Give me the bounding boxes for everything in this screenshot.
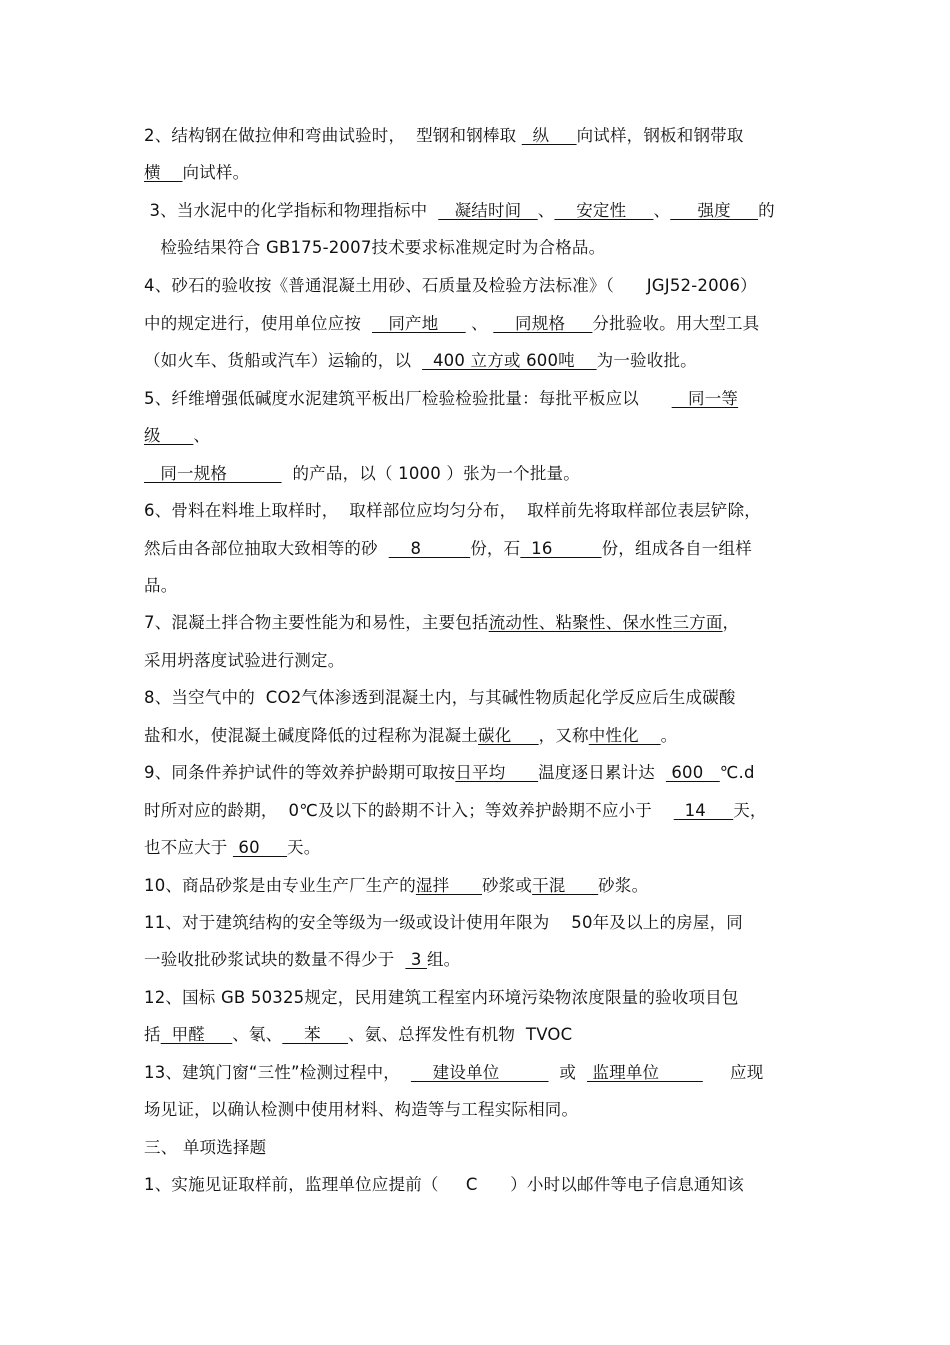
answer-blank: 干混	[532, 876, 599, 895]
answer-blank: 纵	[521, 126, 577, 145]
answer-blank: 粘聚性、	[555, 613, 623, 632]
answer-blank: 湿拌	[415, 876, 482, 895]
answer-blank: 强度	[670, 201, 759, 220]
q4-line-1: 4、砂石的验收按《普通混凝土用砂、石质量及检验方法标准》（ JGJ52-2006）	[144, 276, 757, 295]
q3-line-2: 检验结果符合 GB175-2007技术要求标准规定时为合格品。	[144, 238, 606, 257]
q13-line-1: 13、建筑门窗“三性”检测过程中， 建设单位 或 监理单位 应现	[144, 1063, 764, 1082]
section-heading: 三、 单项选择题	[144, 1138, 267, 1157]
answer-blank: 同产地	[372, 314, 466, 333]
answer-blank: 凝结时间	[438, 201, 538, 220]
answer-blank: 3	[405, 950, 427, 969]
q12-line-2: 括 甲醛 、氡、 苯 、氨、总挥发性有机物 TVOC	[144, 1025, 573, 1044]
q5-line-1: 5、纤维增强低碱度水泥建筑平板出厂检验检验批量：每批平板应以 同一等	[144, 389, 739, 408]
answer-blank: 监理单位	[586, 1063, 703, 1082]
answer-blank: 安定性	[554, 201, 654, 220]
answer-blank: 甲醛	[160, 1025, 233, 1044]
choice-q1-line-1: 1、实施见证取样前，监理单位应提前（ C ）小时以邮件等电子信息通知该	[144, 1175, 745, 1194]
q6-line-2: 然后由各部位抽取大致相等的砂 8 份，石 16 份，组成各自一组样	[144, 539, 752, 558]
answer-blank: 级	[144, 426, 194, 445]
q12-line-1: 12、国标 GB 50325规定，民用建筑工程室内环境污染物浓度限量的验收项目包	[144, 988, 739, 1007]
answer-blank: 600	[665, 763, 720, 782]
answer-blank: 同一等	[671, 389, 739, 408]
answer-blank: 同规格	[493, 314, 593, 333]
answer-blank: 保水性	[622, 613, 673, 632]
answer-blank: 14	[673, 801, 734, 820]
q13-line-2: 场见证，以确认检测中使用材料、构造等与工程实际相同。	[144, 1100, 579, 1119]
q9-line-1: 9、同条件养护试件的等效养护龄期可取按日平均 温度逐日累计达 600 ℃.d	[144, 763, 755, 782]
q10-line-1: 10、商品砂浆是由专业生产厂生产的湿拌 砂浆或干混 砂浆。	[144, 876, 649, 895]
q4-line-2: 中的规定进行，使用单位应按 同产地 、 同规格 分批验收。用大型工具	[144, 314, 760, 333]
answer-blank: 三方面	[672, 613, 723, 632]
answer-blank: 日平均	[455, 763, 539, 782]
q9-line-3: 也不应大于 60 天。	[144, 838, 321, 857]
answer-blank: 8	[388, 539, 471, 558]
q3-line-1: 3、当水泥中的化学指标和物理指标中 凝结时间 、 安定性 、 强度 的	[144, 201, 775, 220]
q6-line-1: 6、骨料在料堆上取样时， 取样部位应均匀分布， 取样前先将取样部位表层铲除，	[144, 501, 761, 520]
answer-blank: 16	[520, 539, 602, 558]
q11-line-1: 11、对于建筑结构的安全等级为一级或设计使用年限为 50年及以上的房屋，同	[144, 913, 743, 932]
q11-line-2: 一验收批砂浆试块的数量不得少于 3 组。	[144, 950, 461, 969]
answer-blank: 横	[144, 163, 183, 182]
answer-blank: 建设单位	[410, 1063, 549, 1082]
answer-blank: 碳化	[478, 726, 539, 745]
q7-line-1: 7、混凝土拌合物主要性能为和易性，主要包括流动性、粘聚性、保水性三方面，	[144, 613, 740, 632]
answer-blank: 60	[232, 838, 288, 857]
answer-blank: 苯	[282, 1025, 349, 1044]
q5-line-3: 同一规格 的产品，以（ 1000 ）张为一个批量。	[144, 464, 580, 483]
answer-blank: 流动性、	[488, 613, 556, 632]
q2-line-1: 2、结构钢在做拉伸和弯曲试验时， 型钢和钢棒取 纵 向试样，钢板和钢带取	[144, 126, 744, 145]
answer-blank: 400 立方或 600吨	[422, 351, 597, 370]
q2-line-2: 横 向试样。	[144, 163, 250, 182]
q8-line-2: 盐和水，使混凝土碱度降低的过程称为混凝土碳化 ，又称中性化 。	[144, 726, 678, 745]
q4-line-3: （如火车、货船或汽车）运输的，以 400 立方或 600吨 为一验收批。	[144, 351, 697, 370]
q9-line-2: 时所对应的龄期， 0℃及以下的龄期不计入；等效养护龄期不应小于 14 天，	[144, 801, 767, 820]
answer-blank: 同一规格	[144, 464, 282, 483]
answer-blank: 中性化	[588, 726, 661, 745]
q6-line-3: 品。	[144, 576, 178, 595]
q8-line-1: 8、当空气中的 CO2气体渗透到混凝土内，与其碱性物质起化学反应后生成碳酸	[144, 688, 736, 707]
q5-line-2: 级 、	[144, 426, 211, 445]
q7-line-2: 采用坍落度试验进行测定。	[144, 651, 345, 670]
